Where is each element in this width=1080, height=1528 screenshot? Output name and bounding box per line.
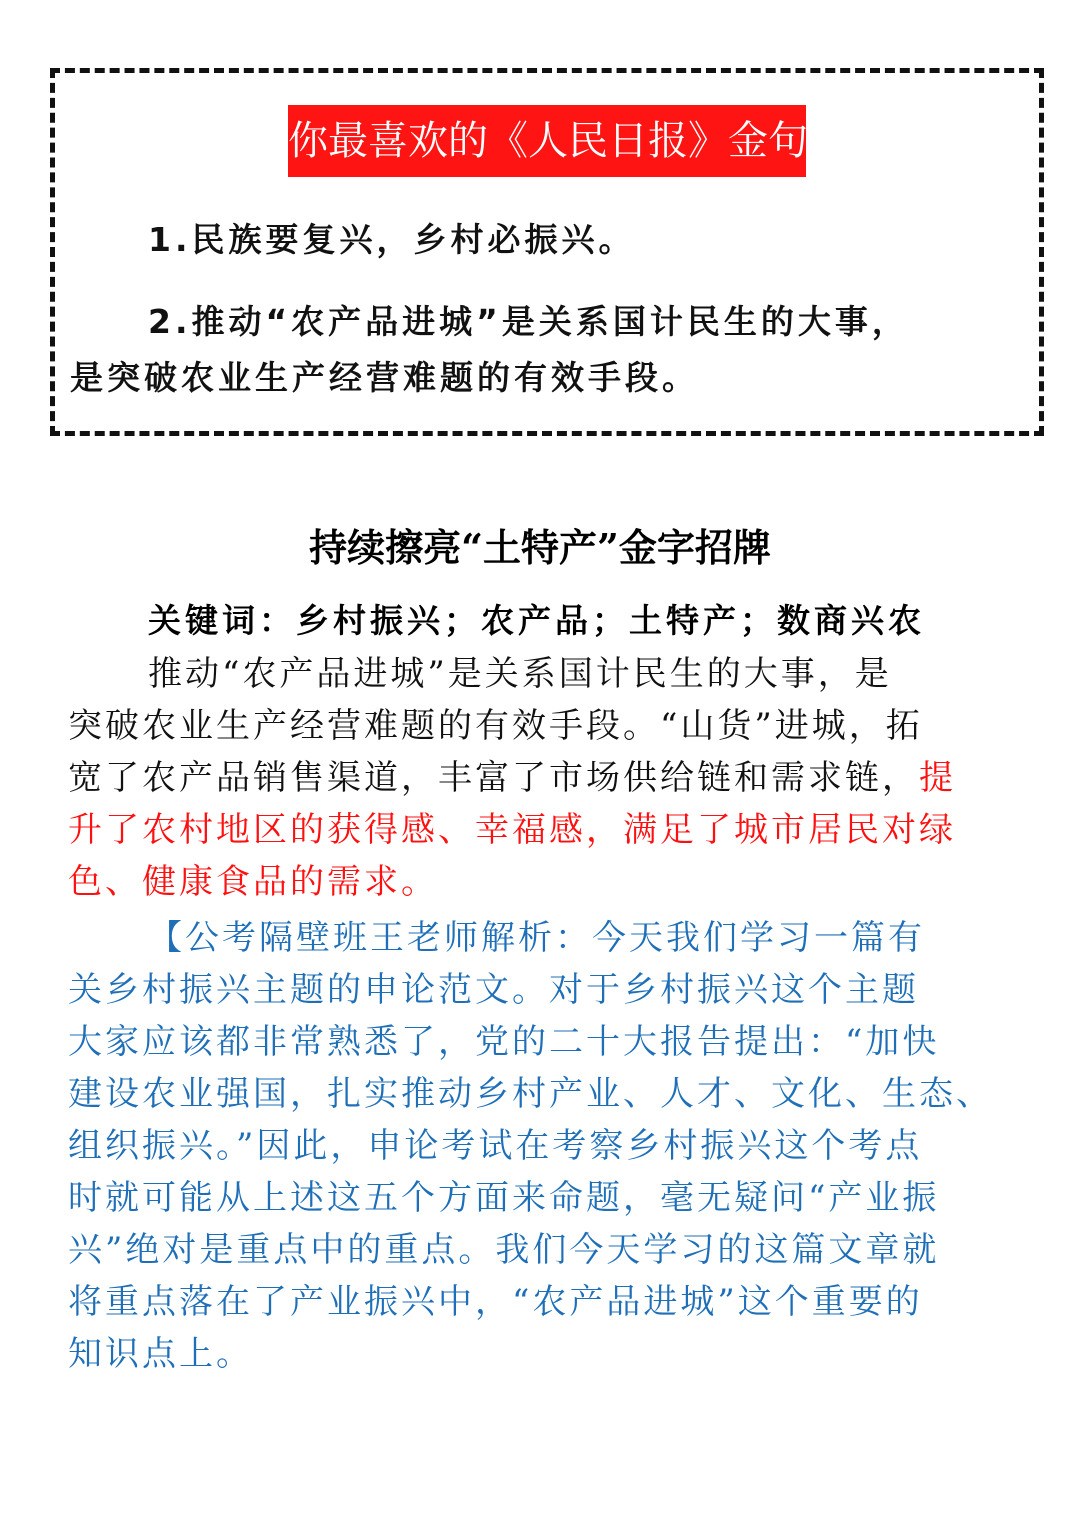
quote-line-1: 1.民族要复兴，乡村必振兴。 — [148, 220, 636, 259]
analysis-line: 建设农业强国，扎实推动乡村产业、人才、文化、生态、 — [68, 1074, 993, 1114]
quote-line-2a: 2.推动“农产品进城”是关系国计民生的大事， — [148, 302, 909, 341]
analysis-line: 关乡村振兴主题的申论范文。对于乡村振兴这个主题 — [68, 970, 919, 1010]
highlight-red-line: 升了农村地区的获得感、幸福感，满足了城市居民对绿 — [68, 810, 956, 850]
article-keywords: 关键词：乡村振兴；农产品；土特产；数商兴农 — [148, 601, 925, 640]
analysis-line: 兴”绝对是重点中的重点。我们今天学习的这篇文章就 — [68, 1230, 940, 1270]
analysis-line: 时就可能从上述这五个方面来命题，毫无疑问“产业振 — [68, 1178, 940, 1218]
analysis-line: 【公考隔壁班王老师解析：今天我们学习一篇有 — [148, 918, 925, 958]
analysis-line: 大家应该都非常熟悉了，党的二十大报告提出：“加快 — [68, 1022, 940, 1062]
analysis-line: 将重点落在了产业振兴中，“农产品进城”这个重要的 — [68, 1282, 923, 1322]
highlight-red-line: 色、健康食品的需求。 — [68, 862, 438, 902]
analysis-line: 知识点上。 — [68, 1334, 253, 1374]
paragraph-line-text: 宽了农产品销售渠道，丰富了市场供给链和需求链， — [68, 758, 919, 798]
paragraph-line: 突破农业生产经营难题的有效手段。“山货”进城，拓 — [68, 706, 923, 746]
article-title: 持续擦亮“土特产”金字招牌 — [309, 525, 771, 570]
quote-line-2b: 是突破农业生产经营难题的有效手段。 — [70, 358, 699, 397]
analysis-line: 组织振兴。”因此，申论考试在考察乡村振兴这个考点 — [68, 1126, 923, 1166]
highlight-red-text: 提 — [919, 758, 956, 798]
paragraph-line: 推动“农产品进城”是关系国计民生的大事，是 — [148, 654, 892, 694]
paragraph-line — [68, 752, 1016, 804]
quote-box-title: 你最喜欢的《人民日报》金句 — [288, 105, 806, 177]
